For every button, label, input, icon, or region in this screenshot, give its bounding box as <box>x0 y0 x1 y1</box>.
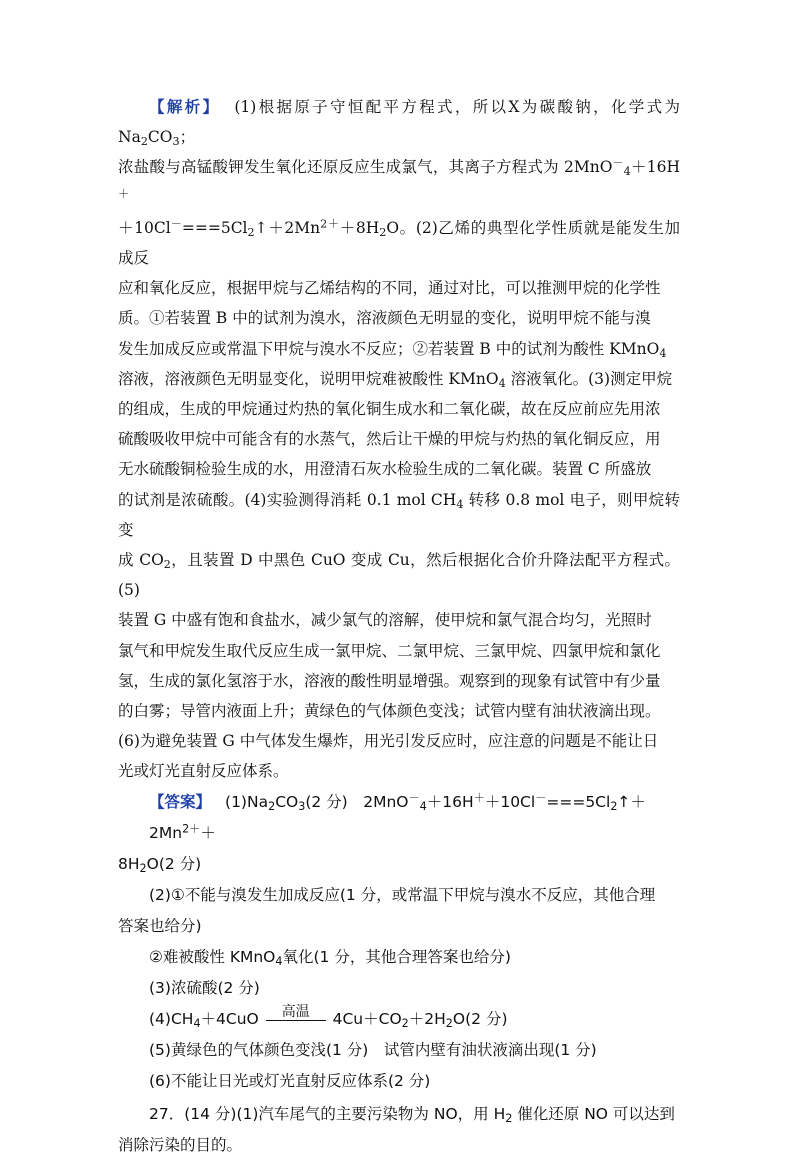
text-run: ===5Cl <box>546 792 611 811</box>
answer-section <box>118 787 680 1097</box>
analysis-line <box>118 726 680 756</box>
subscript: 2 <box>139 861 147 875</box>
text-run: CO <box>275 792 299 811</box>
text-run: 硫酸吸收甲烷中可能含有的水蒸气，然后让干燥的甲烷与灼热的氧化铜反应，用 <box>118 430 661 449</box>
subscript: 2 <box>140 134 148 148</box>
text-run: ＋ <box>200 823 216 842</box>
analysis-line <box>118 756 680 786</box>
text-run: 27．(14 分)(1)汽车尾气的主要污染物为 NO，用 H <box>149 1104 506 1123</box>
subscript: 2 <box>163 557 171 571</box>
text-run: O(2 分) <box>452 1009 508 1028</box>
text-run: ＋16H <box>630 158 680 177</box>
analysis-line <box>118 303 680 333</box>
text-run: 溶液氧化。(3)测定甲烷 <box>505 369 673 388</box>
text-run: (6)为避免装置 G 中气体发生爆炸，用光引发反应时，应注意的问题是不能让日 <box>118 732 659 751</box>
analysis-line <box>118 605 680 635</box>
text-run: (3)浓硫酸(2 分) <box>149 978 260 997</box>
superscript: － <box>408 791 420 805</box>
superscript: ＋ <box>473 791 485 805</box>
answer-line <box>118 942 680 973</box>
text-run: (2)①不能与溴发生加成反应(1 分，或常温下甲烷与溴水不反应，其他合理 <box>149 885 656 904</box>
answer-line <box>118 1035 680 1066</box>
text-run: 装置 G 中盛有饱和食盐水，减少氯气的溶解，使甲烷和氯气混合均匀，光照时 <box>118 611 652 630</box>
text-run: ； <box>179 128 196 147</box>
text-run: 溶液，溶液颜色无明显变化，说明甲烷难被酸性 KMnO <box>118 369 499 388</box>
text-run: ＋10Cl <box>484 792 536 811</box>
superscript: ＋ <box>118 187 130 201</box>
text-run: ↑＋2Mn <box>149 792 646 842</box>
subscript: 2 <box>401 1016 409 1030</box>
text-run: (1)根据原子守恒配平方程式，所以X为碳酸钠，化学式为Na <box>118 98 680 147</box>
analysis-line <box>118 92 680 152</box>
text-run: 的白雾；导管内液面上升；黄绿色的气体颜色变浅；试管内壁有油状液滴出现。 <box>118 702 661 721</box>
superscript: － <box>535 791 547 805</box>
text-run: 无水硫酸铜检验生成的水，用澄清石灰水检验生成的二氧化碳。装置 C 所盛放 <box>118 460 652 479</box>
text-run: (4)CH <box>149 1009 194 1028</box>
text-run: CO <box>147 128 173 147</box>
analysis-line <box>118 636 680 666</box>
subscript: 2 <box>268 799 276 813</box>
subscript: 4 <box>498 376 506 390</box>
text-run: 光或灯光直射反应体系。 <box>118 762 289 781</box>
analysis-tag: 【解析】 <box>149 98 221 116</box>
analysis-section <box>118 92 680 787</box>
text-run: O(2 分) <box>146 854 202 873</box>
text-run: ②难被酸性 KMnO <box>149 947 276 966</box>
superscript: － <box>170 217 182 231</box>
answer-line <box>118 849 680 880</box>
analysis-line <box>118 485 680 545</box>
text-run: 答案也给分) <box>118 916 202 935</box>
answer-line <box>118 911 680 942</box>
text-run: O。(2)乙烯的典型化学性质就是能发生加成反 <box>118 218 680 268</box>
analysis-line <box>118 213 680 273</box>
analysis-line <box>118 454 680 484</box>
analysis-line <box>118 152 680 212</box>
reaction-condition-label: 高温 <box>281 1004 310 1021</box>
document-page <box>118 92 680 1161</box>
question-27-section <box>118 1099 680 1161</box>
text-run: ↑＋2Mn <box>254 218 321 237</box>
text-run: 的组成，生成的甲烷通过灼热的氧化铜生成水和二氧化碳，故在反应前应先用浓 <box>118 400 661 419</box>
reaction-condition-arrow <box>266 1004 326 1029</box>
text-run: 氧化(1 分，其他合理答案也给分) <box>282 947 511 966</box>
text-run: 氯气和甲烷发生取代反应生成一氯甲烷、二氯甲烷、三氯甲烷、四氯甲烷和氯化 <box>118 641 661 660</box>
question-line <box>118 1099 680 1130</box>
text-run: 应和氧化反应，根据甲烷与乙烯结构的不同，通过对比，可以推测甲烷的化学性 <box>118 279 661 298</box>
text-run: 消除污染的目的。 <box>118 1135 243 1154</box>
answer-line <box>118 880 680 911</box>
text-run: ＋2H <box>408 1009 446 1028</box>
text-run: (1)Na <box>225 792 269 811</box>
text-run: 质。①若装置 B 中的试剂为溴水，溶液颜色无明显的变化，说明甲烷不能与溴 <box>118 309 651 328</box>
analysis-line <box>118 424 680 454</box>
text-run: 成 CO <box>118 551 164 570</box>
subscript: 4 <box>275 954 283 968</box>
text-run: 的试剂是浓硫酸。(4)实验测得消耗 0.1 mol CH <box>118 490 457 509</box>
analysis-line <box>118 666 680 696</box>
analysis-line <box>118 545 680 605</box>
text-run: ＋8H <box>339 218 380 237</box>
subscript: 3 <box>172 134 180 148</box>
subscript: 3 <box>298 799 306 813</box>
answer-line <box>118 1066 680 1097</box>
subscript: 2 <box>445 1016 453 1030</box>
text-run: 发生加成反应或常温下甲烷与溴水不反应；②若装置 B 中的试剂为酸性 KMnO <box>118 339 660 358</box>
text-run: 转移 0.8 mol 电子，则甲烷转变 <box>118 490 680 539</box>
answer-line <box>118 1004 680 1035</box>
text-run: (6)不能让日光或灯光直射反应体系(2 分) <box>149 1071 431 1090</box>
text-run: ＋4CuO <box>200 1009 264 1028</box>
text-run: 氢，生成的氯化氢溶于水，溶液的酸性明显增强。观察到的现象有试管中有少量 <box>118 671 661 690</box>
subscript: 4 <box>456 497 464 511</box>
subscript: 2 <box>610 799 618 813</box>
text-run: ＋10Cl <box>118 218 171 237</box>
text-run: 浓盐酸与高锰酸钾发生氧化还原反应生成氯气，其离子方程式为 2MnO <box>118 158 613 177</box>
superscript: 2＋ <box>320 217 340 231</box>
analysis-line <box>118 334 680 364</box>
text-run: (2 分) 2MnO <box>305 792 409 811</box>
subscript: 4 <box>419 799 427 813</box>
subscript: 2 <box>379 225 387 239</box>
text-run: ===5Cl <box>181 218 248 237</box>
subscript: 4 <box>193 1016 201 1030</box>
text-run: 4Cu＋CO <box>327 1009 402 1028</box>
answer-line <box>118 787 680 849</box>
equals-bar <box>266 1020 326 1021</box>
answer-line <box>118 973 680 1004</box>
answer-tag: 【答案】 <box>149 792 212 811</box>
analysis-line <box>118 696 680 726</box>
question-line <box>118 1130 680 1161</box>
analysis-line <box>118 273 680 303</box>
text-run: 8H <box>118 854 140 873</box>
superscript: 2＋ <box>182 822 201 836</box>
analysis-line <box>118 394 680 424</box>
text-run: 催化还原 NO 可以达到 <box>512 1104 675 1123</box>
text-run: ＋16H <box>426 792 474 811</box>
analysis-line <box>118 364 680 394</box>
subscript: 2 <box>247 225 255 239</box>
subscript: 4 <box>623 165 631 179</box>
subscript: 2 <box>505 1111 513 1125</box>
text-run: (5)黄绿色的气体颜色变浅(1 分) 试管内壁有油状液滴出现(1 分) <box>149 1040 597 1059</box>
text-run: ，且装置 D 中黑色 CuO 变成 Cu，然后根据化合价升降法配平方程式。(5) <box>118 551 680 600</box>
superscript: － <box>612 156 624 170</box>
subscript: 4 <box>659 346 667 360</box>
